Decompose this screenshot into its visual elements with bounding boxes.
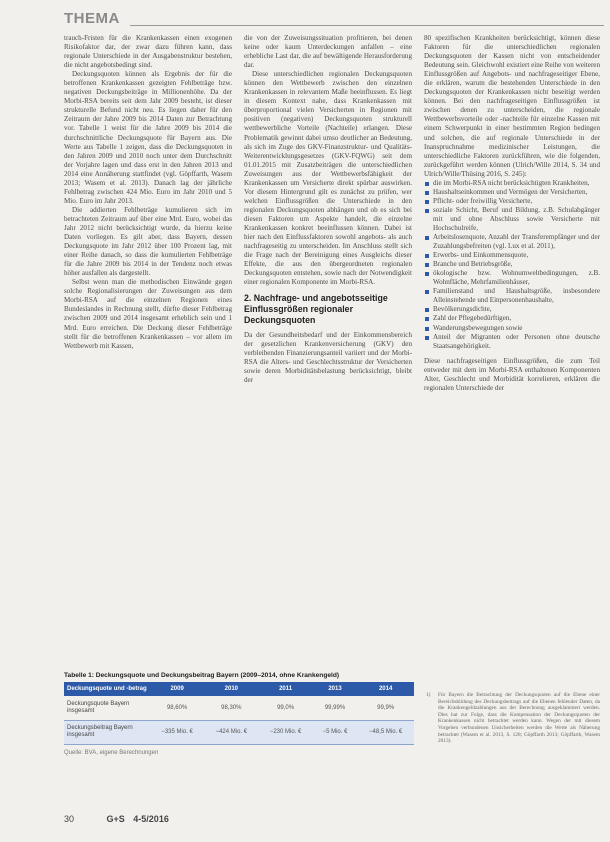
paragraph: Die addierten Fehlbeträge kumulieren sich im betrachteten Zeitraum auf über eine Mrd. Euro, wobei das Jahr 2012 nicht berücksichtigt wurde, da hierzu keine Daten vorliegen. Es gilt aber, dass Bayern, dessen Deckungsquote im Jahr 2012 über 100 Prozent lag, mit einer Reihe danach, so dass die kumulierten Fehlbeträge für die Jahre 2009 bis 2014 in der Tendenz noch etwas höher ausfallen als dargestellt. bbox=[64, 205, 232, 278]
header-rule bbox=[130, 25, 604, 26]
column-header: 2009 bbox=[150, 682, 204, 696]
list-item: soziale Schicht, Beruf und Bildung, z.B. Schulabgänger mit und ohne Abschluss sowie Versicherte mit Hochschulreife, bbox=[424, 206, 600, 233]
list-item: Arbeitslosenquote, Anzahl der Transferempfänger und der Zuzahlungsbefreiten (vgl. Lux et al. 2011), bbox=[424, 233, 600, 251]
journal-name: G+S bbox=[106, 814, 125, 824]
section-heading: 2. Nachfrage- und angebotsseitige Einflussgrößen regionaler Deckungsquoten bbox=[244, 293, 388, 325]
column-header: 2011 bbox=[258, 682, 312, 696]
table-cell: −424 Mio. € bbox=[204, 720, 258, 744]
text-column-3 bbox=[424, 34, 600, 668]
factor-list bbox=[424, 179, 600, 351]
table-cell: 98,30% bbox=[204, 696, 258, 720]
table-cell: −230 Mio. € bbox=[258, 720, 312, 744]
footnote-number: 1) bbox=[426, 692, 431, 698]
list-item: Wanderungsbewegungen sowie bbox=[424, 324, 600, 333]
list-item: Erwerbs- und Einkommensquote, bbox=[424, 251, 600, 260]
list-item: Branche und Betriebsgröße, bbox=[424, 260, 600, 269]
list-item: die im Morbi-RSA nicht berücksichtigten Krankheiten, bbox=[424, 179, 600, 188]
issue-number: 4-5/2016 bbox=[133, 814, 169, 824]
table-cell: −48,5 Mio. € bbox=[357, 720, 414, 744]
table-title: Tabelle 1: Deckungsquote und Deckungsbeitrag Bayern (2009–2014, ohne Krankengeld) bbox=[64, 672, 340, 679]
table-source: Quelle: BVA, eigene Berechnungen bbox=[64, 749, 159, 756]
paragraph: Selbst wenn man die methodischen Einwände gegen solche Regionalisierungen der Zuweisungen aus dem Morbi-RSA auf die einzelnen Regionen eines Bundeslandes in Rechnung stellt, dürfte dieser Fehlbetrag zwischen 2009 und 2014 insgesamt erheblich sein und 1 Mrd. Euro erreichen. Die Deckung dieser Fehlbeträge stellt für die betroffenen Krankenkassen – vor allem im Wettbewerb mit Kassen, bbox=[64, 278, 232, 350]
section-header bbox=[64, 10, 604, 32]
list-item: Anteil der Migranten oder Personen ohne deutsche Staatsangehörigkeit. bbox=[424, 333, 600, 351]
table-cell: 99,99% bbox=[313, 696, 358, 720]
text-column-2 bbox=[244, 34, 412, 668]
column-header: 2013 bbox=[313, 682, 358, 696]
table-row bbox=[64, 696, 414, 720]
paragraph: Da der Gesundheitsbedarf und der Einkommensbereich der gesetzlichen Krankenversicherung (GKV) den verbleibenden Finanzierungsanteil variiert und der Morbi-RSA die Alters- und Geschlechtsstruktur der Versicherten sowie deren Morbiditätsbelastung berücksichtigt, bleibt der bbox=[244, 331, 412, 385]
paragraph: die von der Zuweisungssituation profitieren, bei denen keine oder kaum Unterdeckungen anfallen – eine erhebliche Last dar, die auf bewältigende Herausforderung dar. bbox=[244, 34, 412, 70]
row-label: Deckungsbeitrag Bayern insgesamt bbox=[64, 720, 150, 744]
column-header: 2014 bbox=[357, 682, 414, 696]
list-item: Zahl der Pflegebedürftigen, bbox=[424, 314, 600, 323]
column-header: Deckungsquote und -betrag bbox=[64, 682, 150, 696]
column-header: 2010 bbox=[204, 682, 258, 696]
list-item: Haushaltseinkommen und Vermögen der Versicherten, bbox=[424, 188, 600, 197]
text-column-1 bbox=[64, 34, 232, 668]
list-item: Familienstand und Haushaltsgröße, insbesondere Alleinstehende und Einpersonenhaushalte, bbox=[424, 287, 600, 305]
list-item: Bevölkerungsdichte, bbox=[424, 305, 600, 314]
paragraph: trauch-Fristen für die Krankenkassen einen exogenen Risikofaktor dar, der zwar dazu führen kann, dass regionale Unterschiede in der Ausgabenstruktur bestehen, die nicht angebotsbedingt sind. bbox=[64, 34, 232, 70]
row-label: Deckungsquote Bayern insgesamt bbox=[64, 696, 150, 720]
page-number: 30 bbox=[64, 814, 75, 824]
table-row bbox=[64, 720, 414, 744]
table-cell: 98,60% bbox=[150, 696, 204, 720]
list-item: Pflicht- oder freiwillig Versicherte, bbox=[424, 197, 600, 206]
table-cell: −335 Mio. € bbox=[150, 720, 204, 744]
paragraph: Diese unterschiedlichen regionalen Deckungsquoten können den Wettbewerb zwischen den einzelnen Krankenkassen in relevantem Maße beeinflussen. Es liegt in diesem Kontext nahe, dass Krankenkassen mit überproportional vielen Versicherten in Regionen mit positiven (negativen) Deckungsquoten strukturell wettbewerbliche Vorteile (Nachteile) erlangen. Diese Problematik gewinnt dabei umso deutlicher an Bedeutung, als sich im Zuge des GKV-Finanzstruktur- und Qualitäts-Weiterentwicklungsgesetzes (GKV-FQWG) seit dem 01.01.2015 mit Zusatzbeiträgen die unterschiedlichen Zuweisungen aus der Wettbewerbsfähigkeit der Krankenkassen um Versicherte direkt spürbar auswirken. Vor diesem Hintergrund gilt es zunächst zu prüfen, wer welchen Einflussgrößen die Unterschiede in den regionalen Deckungsquoten abhängen und ob es sich bei diesen Faktoren um Aspekte handelt, die einzelne Krankenkassen konkret beeinflussen können. Dabei ist hier nach den Einflussfaktoren sowohl angebots- als auch nachfrageseitig zu unterscheiden. Im Anschluss stellt sich die Frage nach der Bereinigung eines Ausgleichs dieser Effekte, die aus den übergeordneten regionalen Deckungsquoten entstehen, sowie nach der Notwendigkeit einer regionalen Komponente im Morbi-RSA. bbox=[244, 70, 412, 287]
paragraph: Diese nachfrageseitigen Einflussgrößen, die zum Teil entweder mit dem im Morbi-RSA enthaltenen Komponenten Alter, Geschlecht und Morbidität korrelieren, erklären die regionalen Unterschiede der bbox=[424, 356, 600, 392]
table-header-row bbox=[64, 682, 414, 696]
footnote bbox=[424, 692, 600, 745]
table-cell: −5 Mio. € bbox=[313, 720, 358, 744]
paragraph: Deckungsquoten können als Ergebnis der für die betroffenen Krankenkassen gezeigten Fehlbeträge bzw. negativen Deckungsbeiträge in Millionenhöhe. Da der Morbi-RSA bereits seit dem Jahr 2009 besteht, ist dieser strukturelle Befund nicht neu. Es liegen daher für den Zeitraum der Jahre 2009 bis 2014 Daten zur Betrachtung vor. Tabelle 1 weist für die Jahre 2009 bis 2014 die durchschnittliche Deckungsquote für Bayern aus. Die Werte aus Tabelle 1 zeigen, dass die Deckungsquoten in den Jahren 2009 und 2010 noch unter dem Durchschnitt der Vorjahre lagen und dass erst in den Jahren 2013 und 2014 eine Annäherung stattfindet (vgl. Göpffarth, Wasem 2013; Wasem et al. 2013). Danach lag der jährliche Fehlbetrag zwischen 424 Mio. Euro im Jahr 2010 und 5 Mio. Euro im Jahr 2013. bbox=[64, 70, 232, 205]
page-footer bbox=[64, 814, 169, 824]
section-title: THEMA bbox=[64, 10, 120, 27]
coverage-table bbox=[64, 682, 414, 745]
paragraph: 80 spezifischen Krankheiten berücksichtigt, können diese Faktoren für die unterschiedlichen regionalen Deckungsquoten der Kassen nicht von entscheidender Bedeutung sein. Gleichwohl existiert eine Reihe von weiteren Einflussgrößen auf Angebots- und nachfrageseitiger Ebene, die erklären, warum die bestehenden Unterschiede in den Deckungsquoten der Krankenkassen nicht beseitigt werden können. Bei den nachfrageseitigen Einflussgrößen ist zwischen denen zu unterscheiden, die regionale Wettbewerbsvorteile oder -nachteile für einzelne Kassen mit einem Schwerpunkt in einer bestimmten Region bedingen und solchen, die auf regionale Unterschiede in der Inanspruchnahme medizinischer Leistungen, die unterschiedliche Faktoren zurückführen, wie die folgenden, zurückgeführt werden können (Ulrich/Wille 2014, S. 34 und Ulrich/Wille/Thüsing 2016, S. 245): bbox=[424, 34, 600, 178]
footnote-text: Für Bayern die Betrachtung der Deckungsquoten auf die Ebene einer Bereichsbildung des Deckungsbeitrags auf die Ebenen fehlender Daten, da die Krankengeldzahlungen aus der Berechnung ausgeklammert werden. Dies hat zur Folge, dass die Kompensation der Deckungsquoten der Krankenkassen nicht betrachtet werden kann. Wegen der mit diesem Vorgehen verbundenen Unsicherheiten werden die Werte als Näherung betrachtet (Wasem et al. 2013, S. 128; Göpffarth 2013; Göpffarth, Wasem 2013). bbox=[438, 692, 600, 745]
table-cell: 99,9% bbox=[357, 696, 414, 720]
list-item: ökologische bzw. Wohnumweltbedingungen, z.B. Wohnfläche, Mehrfamilienhäuser, bbox=[424, 269, 600, 287]
table-cell: 99,0% bbox=[258, 696, 312, 720]
data-table-block bbox=[64, 672, 414, 756]
